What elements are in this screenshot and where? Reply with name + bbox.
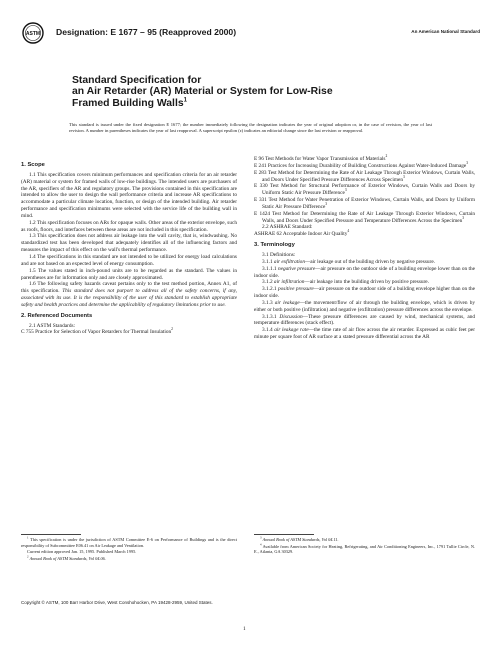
section-2-heading: 2. Referenced Documents	[21, 312, 93, 319]
def-3-1-2: 3.1.2 air infiltration—air leakage into the building driven by positive pressure.	[262, 279, 429, 286]
def-3-1-1: 3.1.1 air exfiltration—air leakage out of the building driven by negative pressure.	[262, 258, 435, 265]
para-1-2: 1.2 This specification focuses on ARs for opaque walls. Other areas of the exterior envelope, such as roofs, floors, and interfaces between these areas are not included in this specification.	[21, 219, 237, 233]
title-line-1: Standard Specification for	[72, 75, 202, 86]
document-title	[72, 75, 432, 109]
para-1-6: 1.6 The following safety hazards caveat pertains only to the test method portion, Annex A1, of this specification. This standard does not purport to address all of the safety concerns, if any, associated with its use. It is the responsibility of the user of this standard to establish appropriate safety and health practices and determine the applicability of regulatory limitations prior to use.	[21, 281, 238, 308]
svg-text:ASTM: ASTM	[25, 31, 41, 37]
ref-e241: E 241 Practices for Increasing Durability of Building Constructions Against Water-Induced Damage$^3$	[254, 161, 469, 169]
astm-logo-icon	[22, 22, 44, 44]
page-number: 1	[243, 626, 246, 632]
ref-c755: C 755 Practice for Selection of Vapor Retarders for Thermal Insulation$^2$	[21, 327, 173, 336]
footnotes-right	[254, 537, 475, 556]
para-1-4: 1.4 The specifications in this standard are not intended to be utilized for energy load calculations and are not based on an expected level of energy consumption.	[21, 253, 237, 267]
footnote-3: $^3$ Annual Book of ASTM Standards, Vol 04.11.	[260, 535, 339, 542]
issued-note: This standard is issued under the fixed designation E 1677; the number immediately following the designation indicates the year of original adoption or, in the case of revision, the year of last revision. A number in parentheses indicates the year of last reapproval. A superscript epsilon (ε) indicates an editorial change since the last revision or reapproval.	[69, 122, 432, 133]
copyright-notice: Copyright © ASTM, 100 Barr Harbor Drive, West Conshohocken, PA 19428-2959, United States.	[21, 600, 213, 605]
footnote-4: $^4$ Available from American Society for Heating, Refrigerating, and Air Conditioning Engineers, Inc., 1791 Tullie Circle, N. E., Atlanta, GA 30329.	[254, 542, 475, 554]
safety-caveat: This standard does not purport to address all of the safety concerns, if any, associated with its use. It is the responsibility of the user of this standard to establish appropriate safety and health practices and determine the applicability of regulatory limitations prior to use.	[21, 288, 238, 308]
footnotes-left	[21, 537, 237, 562]
ref-ashrae: ASHRAE 62 Acceptable Indoor Air Quality$^4$	[254, 229, 350, 238]
title-line-3: Framed Building Walls$^1$	[72, 97, 187, 109]
para-1-5: 1.5 The values stated in inch-pound units are to be regarded as the standard. The values in parentheses are for information only and are closely approximated.	[21, 267, 237, 281]
def-3-1-4: 3.1.4 air leakage rate—the time rate of air flow across the air retarder. Expressed as cubic feet per minute per square foot of AR surface at a stated pressure differential across the AR	[254, 327, 475, 341]
title-line-2: an Air Retarder (AR) Material or System for Low-Rise	[72, 86, 333, 98]
footnote-2: $^2$ Annual Book of ASTM Standards, Vol 04.06.	[27, 554, 106, 561]
ref-e283: E 283 Test Method for Determining the Rate of Air Leakage Through Exterior Windows, Curtain Walls, and Doors Under Specified Pressure Differences Across Specimen$^3$	[254, 169, 475, 183]
ref-e96: E 96 Test Methods for Water Vapor Transmission of Materials$^2$	[254, 154, 388, 162]
para-3-1: 3.1 Definitions:	[262, 251, 296, 258]
para-1-3: 1.3 This specification does not address air leakage into the wall cavity, that is, windwashing. No standardized test has been developed that adequately identifies all of the influencing factors and measures the impact of this effect on the wall's thermal performance.	[21, 233, 237, 254]
left-column	[21, 158, 237, 336]
def-3-1-3: 3.1.3 air leakage—the movement/flow of air through the building envelope, which is driven by either or both positive (infiltration) and negative (exfiltration) pressure differences across the envelope.	[254, 299, 475, 313]
para-1-1: 1.1 This specification covers minimum performances and specification criteria for an air retarder (AR) material or system for framed walls of low-rise buildings. The intended users are purchasers of the AR, specifiers of the AR and regulatory groups. The provisions contained in this specification are intended to allow the user to design the wall performance criteria and increase AR specifications to accommodate a particular climate location, function, or design of the intended building. Air retarder performance and specification minimums were selected with the service life of the building wall in mind.	[21, 171, 237, 219]
footnote-rule-left	[21, 534, 81, 535]
def-3-1-2-1: 3.1.2.1 positive pressure—air pressure on the outdoor side of a building envelope higher than on the indoor side.	[254, 286, 476, 300]
section-1-heading: 1. Scope	[21, 162, 45, 168]
footnote-1: $^1$ This specification is under the jurisdiction of ASTM Committee E-6 on Performance of Buildings and is the direct responsibility of Subcommittee E06.41 on Air Leakage and Ventilation.	[21, 535, 237, 548]
ref-e1424: E 1424 Test Method for Determining the Rate of Air Leakage Through Exterior Windows, Curtain Walls, and Doors Under Specified Pressure and Temperature Differences Across the Specimen$^3$	[254, 210, 475, 224]
ref-e331: E 331 Test Method for Water Penetration of Exterior Windows, Curtain Walls, and Doors by Uniform Static Air Pressure Difference$^3$	[254, 197, 475, 210]
para-2-1: 2.1 ASTM Standards:	[29, 322, 76, 329]
title-footnote-mark: 1	[183, 97, 187, 104]
footnote-1-edition: Current edition approved Jan. 15, 1995. Published March 1995.	[27, 549, 137, 554]
designation: Designation: E 1677 – 95 (Reapproved 2000)	[56, 27, 237, 37]
section-3-heading: 3. Terminology	[254, 242, 295, 249]
standard-type: An American National Standard	[411, 29, 480, 34]
def-3-1-1-1: 3.1.1.1 negative pressure—air pressure on the outdoor side of a building envelope lower than on the indoor side.	[254, 265, 476, 279]
right-column	[254, 156, 475, 341]
footnote-rule-right	[254, 534, 314, 535]
def-3-1-3-1: 3.1.3.1 Discussion—These pressure differences are caused by wind, mechanical systems, and temperature differences (stack effect).	[254, 313, 475, 327]
para-2-2: 2.2 ASHRAE Standard:	[262, 224, 313, 231]
header	[22, 22, 480, 44]
ref-e330: E 330 Test Method for Structural Performance of Exterior Windows, Curtain Walls and Doors by Uniform Static Air Pressure Difference$^3$	[254, 183, 475, 197]
